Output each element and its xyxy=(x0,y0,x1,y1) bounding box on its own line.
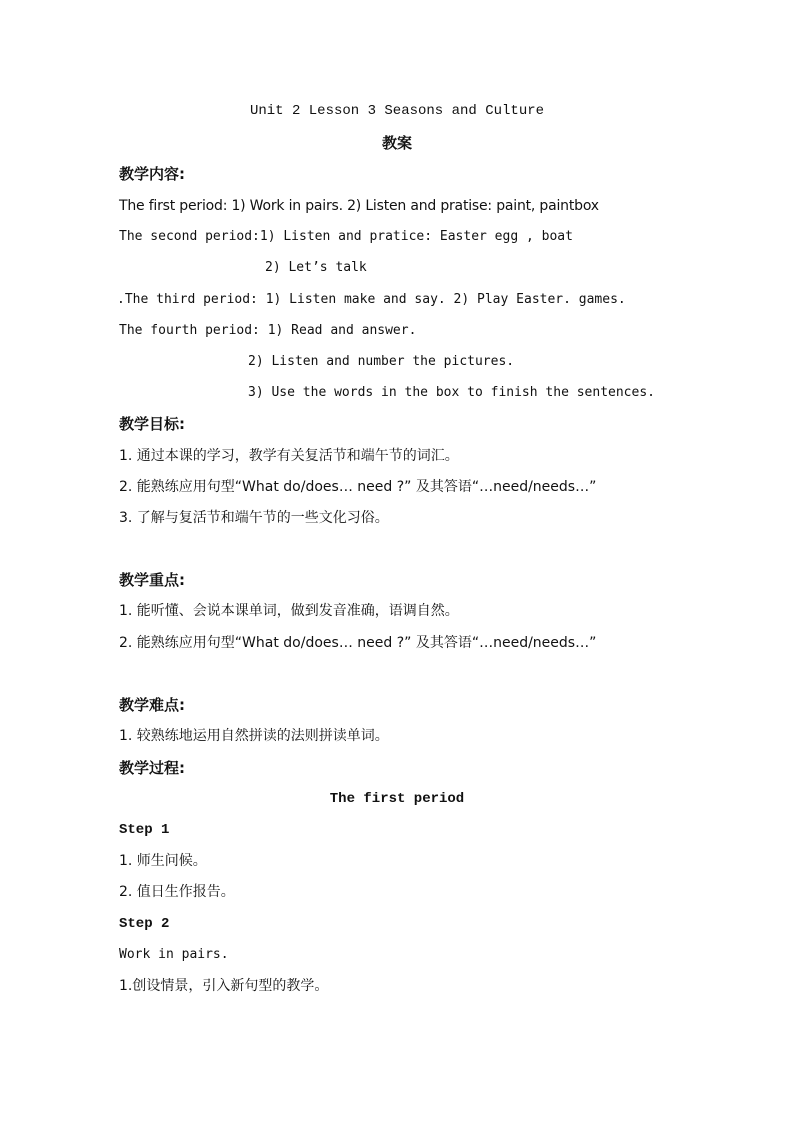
content-line: .The third period: 1) Listen make and say. 2) Play Easter. games. xyxy=(117,292,626,307)
step-item: 2. 值日生作报告。 xyxy=(119,884,235,900)
step-text: Work in pairs. xyxy=(119,947,229,962)
content-line: 2) Let’s talk xyxy=(265,260,367,275)
goals-heading: 教学目标: xyxy=(119,415,185,433)
goal-item: 3. 了解与复活节和端午节的一些文化习俗。 xyxy=(119,510,389,526)
step-label: Step 2 xyxy=(119,916,170,932)
step-item: 1.创设情景，引入新句型的教学。 xyxy=(119,978,329,994)
goal-item: 1. 通过本课的学习，教学有关复活节和端午节的词汇。 xyxy=(119,448,459,464)
content-line: The first period: 1) Work in pairs. 2) Listen and pratise: paint, paintbox xyxy=(119,198,599,214)
document-subtitle: 教案 xyxy=(381,134,412,152)
goal-item: 2. 能熟练应用句型“What do/does… need ?” 及其答语“…need/needs…” xyxy=(119,479,597,495)
content-line: The second period:1) Listen and pratice: Easter egg , boat xyxy=(119,229,573,244)
content-line: The fourth period: 1) Read and answer. xyxy=(119,323,417,338)
key-item: 2. 能熟练应用句型“What do/does… need ?” 及其答语“…need/needs…” xyxy=(119,635,597,651)
step-item: 1. 师生问候。 xyxy=(119,853,207,869)
key-heading: 教学重点: xyxy=(119,571,185,589)
content-line: 2) Listen and number the pictures. xyxy=(248,354,515,369)
content-heading: 教学内容: xyxy=(119,165,185,183)
difficult-item: 1. 较熟练地运用自然拼读的法则拼读单词。 xyxy=(119,728,389,744)
key-item: 1. 能听懂、会说本课单词，做到发音准确，语调自然。 xyxy=(119,603,459,619)
difficult-heading: 教学难点: xyxy=(119,696,185,714)
content-line: 3) Use the words in the box to finish the sentences. xyxy=(248,385,655,400)
period-title: The first period xyxy=(329,791,465,807)
process-heading: 教学过程: xyxy=(119,759,185,777)
step-label: Step 1 xyxy=(119,822,170,838)
document-title: Unit 2 Lesson 3 Seasons and Culture xyxy=(249,103,545,119)
